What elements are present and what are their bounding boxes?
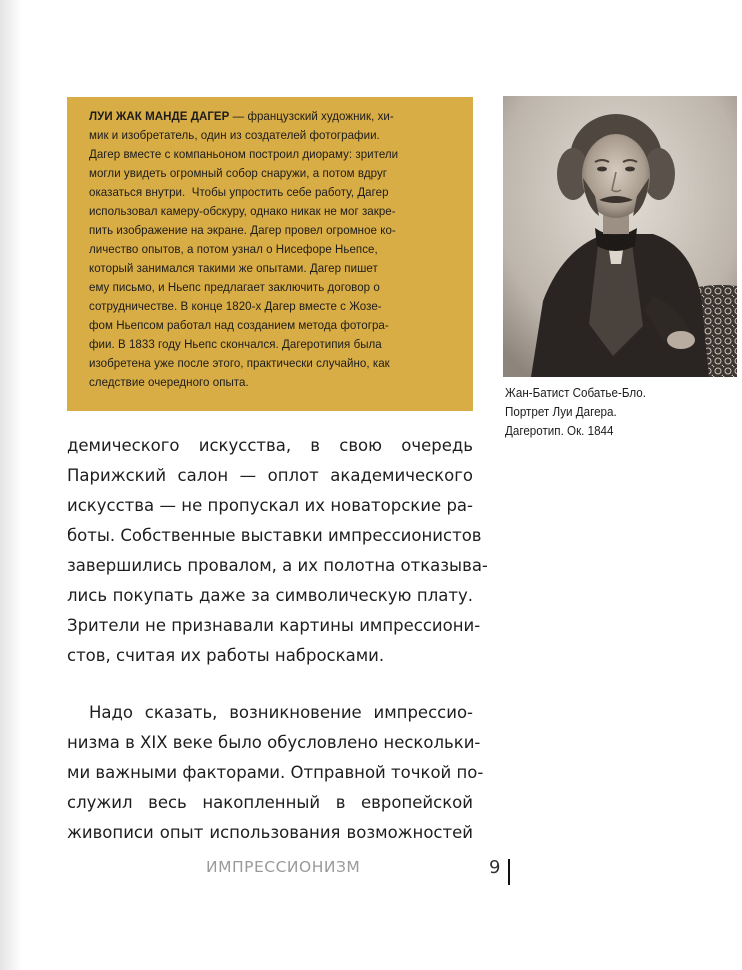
body-line: лись покупать даже за символическую плату. [67, 586, 473, 605]
sidebar-line: следствие очередного опыта. [89, 375, 249, 389]
sidebar-line: мик и изобретатель, один из создателей фотографии. [89, 128, 380, 142]
sidebar-line: сотрудничестве. В конце 1820-х Дагер вместе с Жозе- [89, 299, 382, 313]
paragraph-gap [67, 671, 473, 698]
sidebar-line: фии. В 1833 году Ньепс скончался. Дагеротипия была [89, 337, 382, 351]
page-number-rule [508, 859, 510, 885]
sidebar-line: личество опытов, а потом узнал о Нисефоре Ньепсе, [89, 242, 378, 256]
body-line: демического искусства, в свою очередь [67, 436, 473, 455]
caption-line: Дагеротип. Ок. 1844 [505, 424, 614, 438]
body-line: боты. Собственные выставки импрессионистов [67, 526, 482, 545]
body-line: живописи опыт использования возможностей [67, 823, 473, 842]
page-number: 9 [489, 857, 501, 878]
sidebar-line: изобретена уже после этого, практически случайно, как [89, 356, 390, 370]
biography-sidebar [67, 97, 473, 411]
sidebar-lead-name: ЛУИ ЖАК МАНДЕ ДАГЕР [89, 109, 230, 123]
body-line: ми важными факторами. Отправной точкой по- [67, 763, 484, 782]
sidebar-line: оказаться внутри. Чтобы упростить себе работу, Дагер [89, 185, 389, 199]
sidebar-line: который занимался такими же опытами. Дагер пишет [89, 261, 378, 275]
caption-line: Портрет Луи Дагера. [505, 405, 617, 419]
running-footer-title: ИМПРЕССИОНИЗМ [206, 858, 361, 876]
body-line: служил весь накопленный в европейской [67, 793, 473, 812]
body-line: Парижский салон — оплот академического [67, 466, 473, 485]
sidebar-line: пить изображение на экране. Дагер провел огромное ко- [89, 223, 396, 237]
sidebar-line: — французский художник, хи- [229, 109, 394, 123]
portrait-caption [505, 384, 721, 441]
sidebar-line: фом Ньепсом работал над созданием метода фотогра- [89, 318, 389, 332]
body-line: низма в XIX веке было обусловлено нескольки- [67, 733, 481, 752]
sidebar-line: использовал камеру-обскуру, однако никак не мог закре- [89, 204, 396, 218]
sidebar-line: ему письмо, и Ньепс предлагает заключить договор о [89, 280, 380, 294]
caption-line: Жан-Батист Собатье-Бло. [505, 386, 646, 400]
body-line: завершились провалом, а их полотна отказыва- [67, 556, 488, 575]
sidebar-text [89, 107, 435, 392]
body-line: Надо сказать, возникновение импрессио- [89, 703, 473, 722]
main-body-text [67, 431, 488, 848]
body-line: искусства — не пропускал их новаторские ра- [67, 496, 473, 515]
daguerre-portrait-image [503, 96, 737, 377]
sidebar-line: Дагер вместе с компаньоном построил диораму: зрители [89, 147, 399, 161]
page-binding-shadow [0, 0, 22, 970]
body-line: стов, считая их работы набросками. [67, 646, 385, 665]
body-line: Зрители не признавали картины импрессиони- [67, 616, 481, 635]
sidebar-line: могли увидеть огромный собор снаружи, а потом вдруг [89, 166, 388, 180]
